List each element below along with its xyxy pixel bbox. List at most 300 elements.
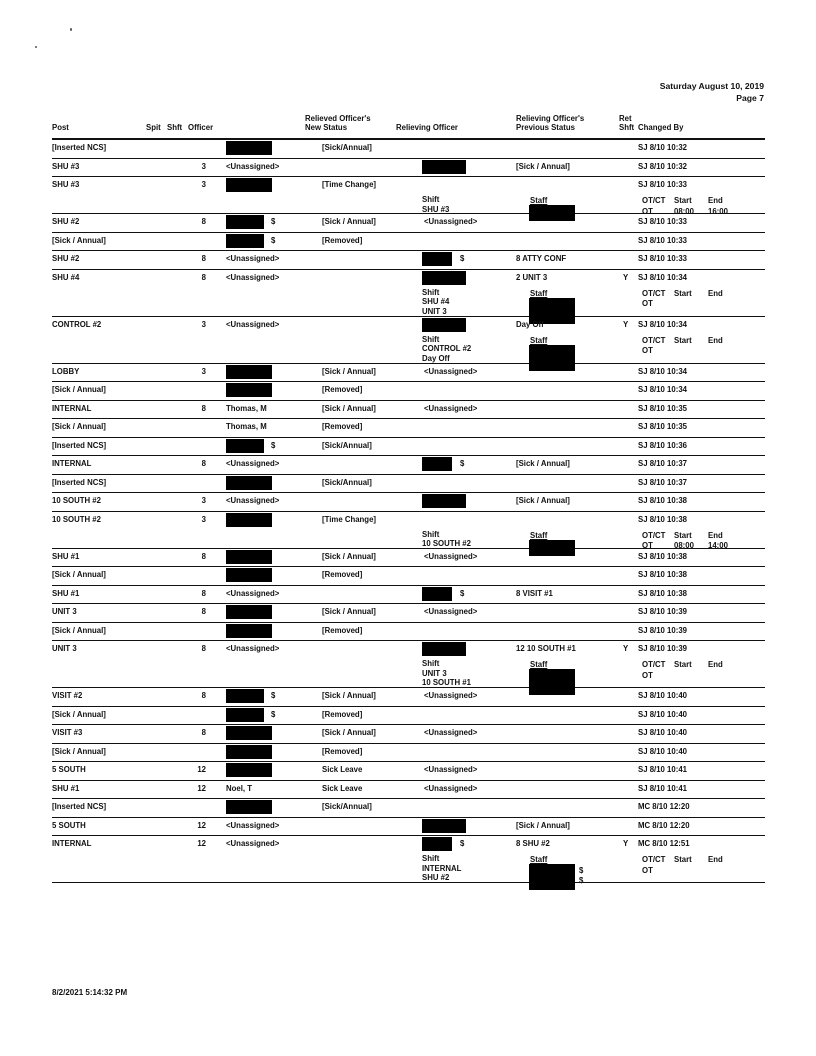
new-status-cell: [Sick / Annual] bbox=[322, 366, 376, 376]
overtime-header: End bbox=[708, 855, 723, 864]
post-cell: SHU #2 bbox=[52, 217, 80, 226]
changed-by-cell: SJ 8/10 10:39 bbox=[638, 607, 687, 616]
shift-cell: 8 bbox=[201, 272, 206, 282]
page-number: Page 7 bbox=[736, 93, 764, 103]
table-row bbox=[52, 549, 765, 568]
col-relieved-status: Relieved Officer's New Status bbox=[305, 114, 371, 132]
table-row bbox=[52, 707, 765, 726]
changed-by-cell: SJ 8/10 10:39 bbox=[638, 625, 687, 635]
shift-detail-line: Shift bbox=[422, 854, 440, 863]
shift-cell: 3 bbox=[201, 496, 206, 505]
officer-cell: Thomas, M bbox=[226, 422, 267, 431]
previous-status-cell: 12 10 SOUTH #1 bbox=[516, 644, 576, 653]
table-row bbox=[52, 725, 765, 744]
shift-detail bbox=[422, 288, 449, 317]
shift-detail-line: UNIT 3 bbox=[422, 668, 447, 678]
officer-cell: <Unassigned> bbox=[226, 459, 280, 468]
previous-status-cell: [Sick / Annual] bbox=[516, 820, 570, 830]
table-row bbox=[52, 744, 765, 763]
shift-cell: 8 bbox=[201, 459, 206, 468]
shift-detail-line: SHU #2 bbox=[422, 873, 450, 882]
shift-detail-line: INTERNAL bbox=[422, 863, 462, 873]
shift-detail-line: SHU #4 bbox=[422, 297, 450, 306]
overtime-header: End bbox=[708, 530, 723, 540]
table-row bbox=[52, 438, 765, 457]
relieving-officer-cell: <Unassigned> bbox=[424, 403, 478, 413]
post-cell: VISIT #3 bbox=[52, 728, 83, 737]
table-row bbox=[52, 401, 765, 420]
post-cell: INTERNAL bbox=[52, 459, 92, 468]
table-row bbox=[52, 270, 765, 317]
post-cell: SHU #2 bbox=[52, 254, 80, 263]
changed-by-cell: SJ 8/10 10:34 bbox=[638, 385, 687, 394]
redacted-officer-name bbox=[226, 141, 272, 155]
overtime-info bbox=[642, 196, 742, 216]
new-status-cell: [Removed] bbox=[322, 235, 363, 245]
post-cell: 10 SOUTH #2 bbox=[52, 514, 101, 524]
new-status-cell: [Time Change] bbox=[322, 514, 377, 524]
redacted-officer-name bbox=[226, 726, 272, 740]
redacted-staff-name bbox=[529, 864, 575, 890]
changed-by-cell: SJ 8/10 10:33 bbox=[638, 235, 687, 245]
shift-cell: 3 bbox=[201, 161, 206, 171]
changed-by-cell: MC 8/10 12:20 bbox=[638, 802, 690, 811]
previous-status-cell: [Sick / Annual] bbox=[516, 459, 570, 468]
overtime-value bbox=[674, 671, 708, 681]
previous-status-cell: 8 VISIT #1 bbox=[516, 588, 553, 598]
staff-label: Staff bbox=[530, 660, 548, 669]
staff-marker: $ bbox=[579, 876, 584, 885]
shift-detail-line: Shift bbox=[422, 287, 440, 297]
redacted-officer-name bbox=[226, 215, 264, 229]
post-cell: [Sick / Annual] bbox=[52, 570, 106, 579]
redacted-officer-name bbox=[226, 605, 272, 619]
table-row bbox=[52, 512, 765, 549]
redacted-relieving-officer bbox=[422, 252, 452, 266]
redacted-officer-name bbox=[226, 234, 264, 248]
relieving-officer-cell: <Unassigned> bbox=[424, 691, 478, 700]
changed-by-cell: SJ 8/10 10:35 bbox=[638, 422, 687, 431]
overtime-value bbox=[674, 866, 708, 876]
overtime-value bbox=[708, 346, 742, 356]
previous-status-cell: Day Off bbox=[516, 319, 544, 329]
post-cell: [Sick / Annual] bbox=[52, 385, 106, 394]
post-cell: SHU #3 bbox=[52, 161, 80, 171]
post-cell: [Inserted NCS] bbox=[52, 440, 107, 450]
table-row bbox=[52, 382, 765, 401]
relieving-officer-cell: <Unassigned> bbox=[424, 366, 478, 376]
overtime-header: End bbox=[708, 288, 723, 298]
changed-by-cell: SJ 8/10 10:33 bbox=[638, 254, 687, 263]
table-row bbox=[52, 586, 765, 605]
staff-marker: $ bbox=[579, 866, 584, 875]
officer-cell: <Unassigned> bbox=[226, 272, 280, 282]
post-cell: SHU #1 bbox=[52, 588, 80, 598]
table-row bbox=[52, 317, 765, 364]
shift-detail-line: Shift bbox=[422, 334, 440, 344]
overtime-value: 08:00 bbox=[674, 206, 694, 216]
shift-cell: 8 bbox=[201, 254, 206, 263]
overtime-info bbox=[642, 289, 742, 309]
shift-cell: 3 bbox=[201, 514, 206, 524]
post-cell: 10 SOUTH #2 bbox=[52, 496, 101, 505]
changed-by-cell: SJ 8/10 10:37 bbox=[638, 459, 687, 468]
table-row bbox=[52, 493, 765, 512]
overtime-header: OT/CT bbox=[642, 196, 666, 205]
overtime-header: Start bbox=[674, 196, 692, 205]
shift-detail-line: 10 SOUTH #1 bbox=[422, 678, 471, 687]
changed-by-cell: MC 8/10 12:51 bbox=[638, 839, 690, 848]
officer-cell: <Unassigned> bbox=[226, 254, 280, 263]
changed-by-cell: SJ 8/10 10:36 bbox=[638, 440, 687, 450]
changed-by-cell: SJ 8/10 10:40 bbox=[638, 746, 687, 756]
return-shift-cell: Y bbox=[623, 839, 629, 848]
table-row bbox=[52, 799, 765, 818]
report-header bbox=[660, 80, 764, 104]
assignment-table bbox=[52, 140, 765, 883]
new-status-cell: [Sick / Annual] bbox=[322, 217, 376, 226]
new-status-cell: [Removed] bbox=[322, 570, 363, 579]
changed-by-cell: SJ 8/10 10:34 bbox=[638, 272, 687, 282]
col-relieving-prev-status: Relieving Officer's Previous Status bbox=[516, 114, 585, 132]
officer-cell: Noel, T bbox=[226, 783, 252, 793]
redacted-relieving-officer bbox=[422, 837, 452, 851]
post-cell: VISIT #2 bbox=[52, 691, 83, 700]
redacted-officer-name bbox=[226, 763, 272, 777]
post-cell: SHU #4 bbox=[52, 272, 80, 282]
post-cell: CONTROL #2 bbox=[52, 319, 102, 329]
new-status-cell: [Time Change] bbox=[322, 180, 377, 189]
table-row bbox=[52, 818, 765, 837]
new-status-cell: [Sick / Annual] bbox=[322, 551, 376, 561]
shift-cell: 8 bbox=[201, 691, 206, 700]
relieving-marker: $ bbox=[460, 459, 465, 468]
shift-detail-line: Day Off bbox=[422, 353, 450, 363]
shift-cell: 8 bbox=[201, 217, 206, 226]
redacted-officer-name bbox=[226, 689, 264, 703]
staff-label: Staff bbox=[530, 288, 548, 298]
relieving-marker: $ bbox=[460, 588, 465, 598]
officer-marker: $ bbox=[271, 440, 276, 450]
post-cell: [Sick / Annual] bbox=[52, 709, 106, 719]
new-status-cell: [Sick/Annual] bbox=[322, 802, 372, 811]
relieving-officer-cell: <Unassigned> bbox=[424, 765, 478, 774]
redacted-officer-name bbox=[226, 568, 272, 582]
officer-cell: Thomas, M bbox=[226, 403, 267, 413]
overtime-header: OT/CT bbox=[642, 335, 666, 345]
officer-cell: <Unassigned> bbox=[226, 319, 280, 329]
new-status-cell: Sick Leave bbox=[322, 783, 363, 793]
relieving-officer-cell: <Unassigned> bbox=[424, 783, 478, 793]
return-shift-cell: Y bbox=[623, 644, 629, 653]
shift-detail-line: 10 SOUTH #2 bbox=[422, 539, 471, 548]
overtime-header: OT/CT bbox=[642, 660, 666, 669]
new-status-cell: [Sick / Annual] bbox=[322, 403, 376, 413]
post-cell: SHU #1 bbox=[52, 783, 80, 793]
new-status-cell: [Sick / Annual] bbox=[322, 728, 376, 737]
new-status-cell: [Sick/Annual] bbox=[322, 440, 372, 450]
redacted-officer-name bbox=[226, 178, 272, 192]
shift-cell: 12 bbox=[197, 783, 206, 793]
new-status-cell: [Sick/Annual] bbox=[322, 143, 372, 152]
relieving-officer-cell: <Unassigned> bbox=[424, 607, 478, 616]
return-shift-cell: Y bbox=[623, 272, 629, 282]
changed-by-cell: SJ 8/10 10:37 bbox=[638, 477, 687, 487]
redacted-officer-name bbox=[226, 383, 272, 397]
overtime-info bbox=[642, 855, 742, 875]
relieving-marker: $ bbox=[460, 254, 465, 263]
table-row bbox=[52, 159, 765, 178]
table-row bbox=[52, 781, 765, 800]
overtime-value: OT bbox=[642, 865, 653, 875]
officer-marker: $ bbox=[271, 691, 276, 700]
shift-detail-line: Shift bbox=[422, 659, 440, 668]
shift-cell: 3 bbox=[201, 366, 206, 376]
table-row bbox=[52, 251, 765, 270]
changed-by-cell: SJ 8/10 10:35 bbox=[638, 403, 687, 413]
overtime-header: Start bbox=[674, 335, 692, 345]
new-status-cell: Sick Leave bbox=[322, 765, 363, 774]
report-date: Saturday August 10, 2019 bbox=[659, 81, 764, 91]
post-cell: 5 SOUTH bbox=[52, 765, 86, 774]
redacted-relieving-officer bbox=[422, 271, 466, 285]
table-row bbox=[52, 762, 765, 781]
scan-speck bbox=[70, 28, 72, 31]
return-shift-cell: Y bbox=[623, 319, 629, 329]
changed-by-cell: SJ 8/10 10:32 bbox=[638, 161, 687, 171]
changed-by-cell: SJ 8/10 10:39 bbox=[638, 644, 687, 653]
overtime-value: OT bbox=[642, 206, 653, 216]
table-row bbox=[52, 140, 765, 159]
overtime-value: OT bbox=[642, 299, 653, 308]
post-cell: [Sick / Annual] bbox=[52, 235, 106, 245]
shift-cell: 8 bbox=[201, 728, 206, 737]
shift-cell: 8 bbox=[201, 588, 206, 598]
shift-cell: 3 bbox=[201, 180, 206, 189]
changed-by-cell: SJ 8/10 10:32 bbox=[638, 143, 687, 152]
table-row bbox=[52, 623, 765, 642]
shift-detail bbox=[422, 659, 471, 688]
new-status-cell: [Sick/Annual] bbox=[322, 477, 372, 487]
col-post: Post bbox=[52, 123, 69, 132]
redacted-officer-name bbox=[226, 513, 272, 527]
new-status-cell: [Sick / Annual] bbox=[322, 607, 376, 616]
post-cell: SHU #1 bbox=[52, 551, 80, 561]
overtime-header: End bbox=[708, 196, 723, 205]
redacted-officer-name bbox=[226, 745, 272, 759]
print-timestamp: 8/2/2021 5:14:32 PM bbox=[52, 988, 128, 997]
table-row bbox=[52, 419, 765, 438]
redacted-relieving-officer bbox=[422, 587, 452, 601]
redacted-officer-name bbox=[226, 365, 272, 379]
new-status-cell: [Removed] bbox=[322, 385, 363, 394]
changed-by-cell: MC 8/10 12:20 bbox=[638, 820, 690, 830]
table-row bbox=[52, 836, 765, 883]
overtime-value bbox=[674, 299, 708, 309]
changed-by-cell: SJ 8/10 10:40 bbox=[638, 691, 687, 700]
overtime-header: End bbox=[708, 335, 723, 345]
redacted-relieving-officer bbox=[422, 494, 466, 508]
staff-label: Staff bbox=[530, 530, 548, 540]
new-status-cell: [Removed] bbox=[322, 625, 363, 635]
changed-by-cell: SJ 8/10 10:38 bbox=[638, 551, 687, 561]
overtime-header: OT/CT bbox=[642, 530, 666, 540]
col-officer: Officer bbox=[188, 123, 214, 132]
post-cell: [Inserted NCS] bbox=[52, 143, 107, 152]
overtime-header: End bbox=[708, 660, 723, 669]
changed-by-cell: SJ 8/10 10:41 bbox=[638, 783, 687, 793]
overtime-value bbox=[708, 299, 742, 309]
overtime-info bbox=[642, 336, 742, 356]
changed-by-cell: SJ 8/10 10:34 bbox=[638, 366, 687, 376]
new-status-cell: [Removed] bbox=[322, 709, 363, 719]
post-cell: [Inserted NCS] bbox=[52, 802, 107, 811]
previous-status-cell: [Sick / Annual] bbox=[516, 496, 570, 505]
shift-detail-line: UNIT 3 bbox=[422, 306, 447, 316]
shift-detail bbox=[422, 854, 461, 883]
redacted-officer-name bbox=[226, 476, 272, 490]
overtime-value bbox=[708, 866, 742, 876]
relieving-officer-cell: <Unassigned> bbox=[424, 551, 478, 561]
previous-status-cell: 2 UNIT 3 bbox=[516, 272, 548, 282]
overtime-value: OT bbox=[642, 541, 653, 550]
post-cell: SHU #3 bbox=[52, 180, 80, 189]
table-row bbox=[52, 567, 765, 586]
overtime-header: Start bbox=[674, 660, 692, 669]
shift-cell: 8 bbox=[201, 644, 206, 653]
officer-cell: <Unassigned> bbox=[226, 588, 280, 598]
shift-detail-line: CONTROL #2 bbox=[422, 344, 472, 353]
shift-detail bbox=[422, 195, 449, 214]
shift-cell: 8 bbox=[201, 607, 206, 616]
officer-marker: $ bbox=[271, 235, 276, 245]
relieving-marker: $ bbox=[460, 839, 465, 848]
overtime-header: Start bbox=[674, 530, 692, 540]
shift-cell: 12 bbox=[197, 839, 206, 848]
changed-by-cell: SJ 8/10 10:33 bbox=[638, 217, 687, 226]
shift-detail-line: SHU #3 bbox=[422, 204, 450, 214]
post-cell: INTERNAL bbox=[52, 403, 92, 413]
new-status-cell: [Sick / Annual] bbox=[322, 691, 376, 700]
table-row bbox=[52, 214, 765, 233]
overtime-value: OT bbox=[642, 670, 653, 680]
redacted-relieving-officer bbox=[422, 642, 466, 656]
new-status-cell: [Removed] bbox=[322, 746, 363, 756]
previous-status-cell: 8 SHU #2 bbox=[516, 839, 550, 848]
overtime-header: Start bbox=[674, 855, 692, 864]
changed-by-cell: SJ 8/10 10:40 bbox=[638, 728, 687, 737]
col-changed-by: Changed By bbox=[638, 123, 684, 132]
shift-cell: 3 bbox=[201, 319, 206, 329]
relieving-officer-cell: <Unassigned> bbox=[424, 728, 478, 737]
shift-detail bbox=[422, 335, 471, 364]
shift-detail-line: Shift bbox=[422, 529, 440, 539]
changed-by-cell: SJ 8/10 10:38 bbox=[638, 570, 687, 579]
overtime-value: 14:00 bbox=[708, 541, 728, 550]
staff-label: Staff bbox=[530, 196, 548, 205]
overtime-value bbox=[674, 346, 708, 356]
table-row bbox=[52, 456, 765, 475]
officer-cell: <Unassigned> bbox=[226, 496, 280, 505]
staff-label: Staff bbox=[530, 855, 548, 864]
overtime-value bbox=[708, 671, 742, 681]
shift-cell: 12 bbox=[197, 765, 206, 774]
redacted-officer-name bbox=[226, 708, 264, 722]
changed-by-cell: SJ 8/10 10:38 bbox=[638, 588, 687, 598]
col-spit: Spit bbox=[146, 123, 161, 132]
post-cell: 5 SOUTH bbox=[52, 820, 86, 830]
overtime-header: OT/CT bbox=[642, 855, 666, 864]
post-cell: LOBBY bbox=[52, 366, 80, 376]
officer-marker: $ bbox=[271, 217, 276, 226]
officer-cell: <Unassigned> bbox=[226, 644, 280, 653]
col-ret-shft: Ret Shft bbox=[619, 114, 635, 132]
changed-by-cell: SJ 8/10 10:38 bbox=[638, 514, 687, 524]
shift-detail-line: Shift bbox=[422, 195, 440, 204]
overtime-value: 16:00 bbox=[708, 206, 728, 216]
table-row bbox=[52, 475, 765, 494]
table-row bbox=[52, 604, 765, 623]
post-cell: UNIT 3 bbox=[52, 607, 77, 616]
officer-cell: <Unassigned> bbox=[226, 839, 280, 848]
redacted-officer-name bbox=[226, 439, 264, 453]
overtime-info bbox=[642, 660, 742, 680]
staff-label: Staff bbox=[530, 335, 548, 345]
shift-cell: 8 bbox=[201, 403, 206, 413]
col-shft: Shft bbox=[167, 123, 183, 132]
table-row bbox=[52, 364, 765, 383]
changed-by-cell: SJ 8/10 10:38 bbox=[638, 496, 687, 505]
shift-cell: 12 bbox=[197, 820, 206, 830]
redacted-relieving-officer bbox=[422, 819, 466, 833]
post-cell: [Inserted NCS] bbox=[52, 477, 107, 487]
table-row bbox=[52, 233, 765, 252]
post-cell: [Sick / Annual] bbox=[52, 422, 106, 431]
post-cell: [Sick / Annual] bbox=[52, 746, 106, 756]
table-row bbox=[52, 688, 765, 707]
table-row bbox=[52, 177, 765, 214]
relieving-officer-cell: <Unassigned> bbox=[424, 217, 478, 226]
post-cell: [Sick / Annual] bbox=[52, 625, 106, 635]
redacted-relieving-officer bbox=[422, 457, 452, 471]
changed-by-cell: SJ 8/10 10:33 bbox=[638, 180, 687, 189]
officer-cell: <Unassigned> bbox=[226, 161, 280, 171]
redacted-officer-name bbox=[226, 624, 272, 638]
changed-by-cell: SJ 8/10 10:41 bbox=[638, 765, 687, 774]
overtime-info bbox=[642, 531, 742, 551]
changed-by-cell: SJ 8/10 10:34 bbox=[638, 319, 687, 329]
redacted-relieving-officer bbox=[422, 160, 466, 174]
shift-cell: 8 bbox=[201, 551, 206, 561]
new-status-cell: [Removed] bbox=[322, 422, 363, 431]
table-row bbox=[52, 641, 765, 688]
scan-speck bbox=[35, 46, 37, 48]
post-cell: UNIT 3 bbox=[52, 644, 77, 653]
redacted-officer-name bbox=[226, 550, 272, 564]
previous-status-cell: 8 ATTY CONF bbox=[516, 254, 567, 263]
previous-status-cell: [Sick / Annual] bbox=[516, 161, 570, 171]
changed-by-cell: SJ 8/10 10:40 bbox=[638, 709, 687, 719]
officer-marker: $ bbox=[271, 709, 276, 719]
col-relieving-officer: Relieving Officer bbox=[396, 123, 458, 132]
shift-detail bbox=[422, 530, 471, 549]
column-headers bbox=[52, 106, 765, 140]
overtime-value: OT bbox=[642, 346, 653, 355]
post-cell: INTERNAL bbox=[52, 839, 92, 848]
redacted-relieving-officer bbox=[422, 318, 466, 332]
overtime-header: Start bbox=[674, 288, 692, 298]
officer-cell: <Unassigned> bbox=[226, 820, 280, 830]
